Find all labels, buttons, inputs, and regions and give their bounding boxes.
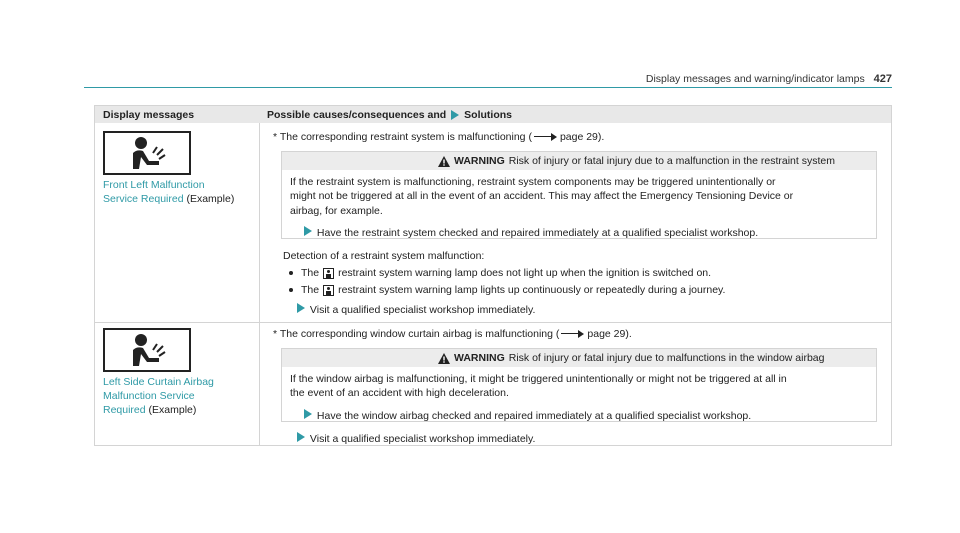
warning-box-2 — [281, 348, 877, 422]
warning-header: WARNING Risk of injury or fatal injury due to a malfunction in the restraint system — [282, 152, 876, 170]
action-arrow-icon — [304, 409, 312, 419]
column-divider — [259, 123, 260, 445]
restraint-lamp-icon — [323, 285, 334, 296]
warning-action: Have the restraint system checked and repaired immediately at a qualified specialist workshop. — [290, 226, 868, 240]
action-arrow-icon — [297, 303, 305, 313]
cause-text-1: * The corresponding restraint system is malfunctioning ( page 29). — [273, 131, 605, 143]
page-header — [646, 72, 892, 87]
page-number: 427 — [873, 73, 892, 85]
page-ref-arrow-icon[interactable] — [561, 330, 585, 338]
message-left-curtain: Left Side Curtain Airbag Malfunction Service Required (Example) — [103, 376, 214, 417]
warning-triangle-icon — [438, 353, 450, 364]
action-item-1: Visit a qualified specialist workshop immediately. — [295, 303, 535, 317]
warning-action: Have the window airbag checked and repaired immediately at a qualified specialist workshop. — [290, 409, 868, 423]
row-divider — [95, 322, 891, 323]
warning-triangle-icon — [438, 156, 450, 167]
bullet-item-1: The restraint system warning lamp does not light up when the ignition is switched on. — [289, 266, 711, 280]
display-messages-table — [94, 105, 892, 446]
restraint-lamp-icon — [323, 268, 334, 279]
warning-body: If the restraint system is malfunctioning, restraint system components may be triggered unintentionally or might not be triggered at all in the event of an accident. This may affect the Emergency Tensioning Device or airbag, for example. Have the restraint system checked and repaired immediately at a qualified specialist workshop. — [282, 170, 876, 241]
bullet-item-2: The restraint system warning lamp lights up continuously or repeatedly during a journey. — [289, 283, 725, 297]
airbag-warning-icon — [103, 131, 191, 175]
col-header-messages: Display messages — [103, 109, 195, 121]
cause-text-2: * The corresponding window curtain airbag is malfunctioning ( page 29). — [273, 328, 632, 340]
warning-body: If the window airbag is malfunctioning, it might be triggered unintentionally or might not be triggered at all in the event of an accident with high deceleration. Have the window airbag checked and repaired immediately at a qualified specialist workshop. — [282, 367, 876, 423]
message-front-left: Front Left Malfunction Service Required (Example) — [103, 179, 235, 206]
action-arrow-icon — [297, 432, 305, 442]
header-divider — [84, 87, 892, 88]
warning-box-1 — [281, 151, 877, 239]
airbag-warning-icon — [103, 328, 191, 372]
action-arrow-icon — [304, 226, 312, 236]
action-item-2: Visit a qualified specialist workshop immediately. — [295, 432, 535, 446]
detection-label: Detection of a restraint system malfunction: — [283, 250, 485, 262]
page-ref-arrow-icon[interactable] — [534, 133, 558, 141]
table-header — [95, 106, 891, 123]
header-title: Display messages and warning/indicator lamps — [645, 73, 865, 85]
col-header-causes: Possible causes/consequences and Solutions — [267, 109, 513, 121]
warning-header: WARNING Risk of injury or fatal injury due to malfunctions in the window airbag — [282, 349, 876, 367]
action-arrow-icon — [451, 110, 459, 120]
